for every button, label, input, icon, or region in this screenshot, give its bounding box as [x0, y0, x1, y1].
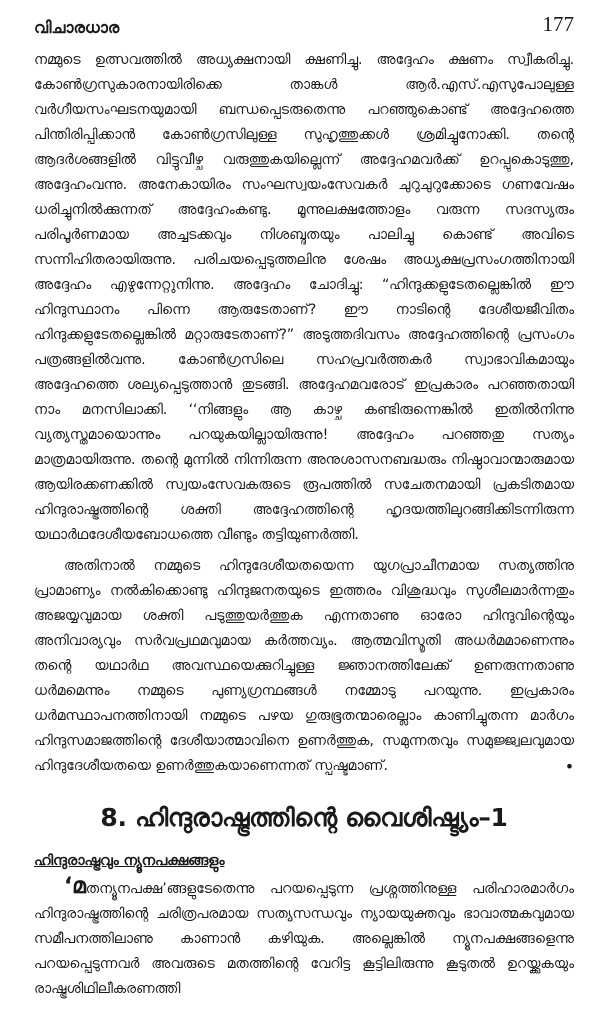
paragraph-2: [34, 554, 574, 779]
paragraph-2-text: അതിനാൽ നമ്മുടെ ഹിന്ദുദേശീയതയെന്ന യുഗപ്രാചീനമായ സത്യത്തിനു പ്രാമാണ്യം നൽകിക്കൊണ്ടു ഹിന്ദുജനതയുടെ ഇത്തരം വിശുദ്ധവും സുശീലമാർന്നതും അജയ്യവുമായ ശക്തി പടുത്തുയർത്തുക എന്നതാണു ഓരോ ഹിന്ദുവിന്റെയും അനിവാര്യവും സർവപ്രഥമവുമായ കർത്തവ്യം. ആത്മവിസ്മൃതി അധർമമാണെന്നും തന്റെ യഥാർഥ അവസ്ഥയെക്കുറിച്ചുള്ള ജ്ഞാനത്തിലേക്ക് ഉണരുന്നതാണു ധർമമെന്നും നമ്മുടെ പുണ്യഗ്രന്ഥങ്ങൾ നമ്മോടു പറയുന്നു. ഇപ്രകാരം ധർമസ്ഥാപനത്തിനായി നമ്മുടെ പഴയ ഗുരുഭൂതന്മാരെല്ലാം കാണിച്ചുതന്ന മാർഗം ഹിന്ദുസമാജത്തിന്റെ ദേശീയാത്മാവിനെ ഉണർത്തുക, സമുന്നതവും സമുജ്ജ്വലവുമായ ഹിന്ദുദേശീയതയെ ഉണർത്തുകയാണെന്നത് സ്പഷ്ടമാണ്.: [34, 558, 574, 774]
page-body: [34, 48, 574, 1002]
section-title: ഹിന്ദുരാഷ്ട്രവും ന്യൂനപക്ഷങ്ങളും: [34, 853, 225, 869]
paragraph-3-text: തന്യൂനപക്ഷ’ങ്ങളുടേതെന്നു പറയപ്പെടുന്ന പ്രശ്നത്തിനുള്ള പരിഹാരമാർഗം ഹിന്ദുരാഷ്ട്രത്തിന്റെ ചരിത്രപരമായ സത്യസന്ധവും ന്യായയുക്തവും ഭാവാത്മകവുമായ സമീപനത്തിലാണു കാണാൻ കഴിയുക. അല്ലെങ്കിൽ ന്യൂനപക്ഷങ്ങളെന്നു പറയപ്പെടുന്നവർ അവരുടെ മതത്തിന്റെ വേറിട്ട കൂട്ടിലിരുന്നു കൂടുതൽ ഉറയ്ക്കുകയും രാഷ്ട്രശിഥിലീകരണത്തി: [34, 881, 574, 997]
chapter-title: 8. ഹിന്ദുരാഷ്ട്രത്തിന്റെ വൈശിഷ്ട്യം–1: [100, 803, 508, 832]
page-number: 177: [542, 12, 574, 36]
running-head: വിചാരധാര: [34, 18, 120, 37]
paragraph-1: നമ്മുടെ ഉത്സവത്തിൽ അധ്യക്ഷനായി ക്ഷണിച്ചു. അദ്ദേഹം ക്ഷണം സ്വീകരിച്ചു. കോൺഗ്രസുകാരനായിരിക്കെ താങ്കൾ ആർ.എസ്.എസുപോലുള്ള വർഗീയസംഘടനയുമായി ബന്ധപ്പെടരുതെന്നു പറഞ്ഞുകൊണ്ട് അദ്ദേഹത്തെ പിന്തിരിപ്പിക്കാൻ കോൺഗ്രസിലുള്ള സുഹൃത്തുക്കൾ ശ്രമിച്ചുനോക്കി. തന്റെ ആദർശങ്ങളിൽ വിട്ടുവീഴ്ച വരുത്തുകയില്ലെന്ന് അദ്ദേഹമവർക്ക് ഉറപ്പുകൊടുത്തു, അദ്ദേഹംവന്നു. അനേകായിരം സംഘസ്വയംസേവകർ ചുറുചുറുക്കോടെ ഗണവേഷം ധരിച്ചുനിൽക്കുന്നത് അദ്ദേഹംകണ്ടു. മൂന്നുലക്ഷത്തോളം വരുന്ന സദസ്യരും പരിപൂർണമായ അച്ചടക്കവും നിശബ്ദതയും പാലിച്ചു കൊണ്ട് അവിടെ സന്നിഹിതരായിരുന്നു. പരിചയപ്പെടുത്തലിനു ശേഷം അധ്യക്ഷപ്രസംഗത്തിനായി അദ്ദേഹം എഴുന്നേറ്റുനിന്നു. അദ്ദേഹം ചോദിച്ചു: “ഹിന്ദുക്കളുടേതല്ലെങ്കിൽ ഈ ഹിന്ദുസ്ഥാനം പിന്നെ ആരുടേതാണ്? ഈ നാടിന്റെ ദേശീയജീവിതം ഹിന്ദുക്കളുടേതല്ലെങ്കിൽ മറ്റാരുടേതാണ്?” അടുത്തദിവസം അദ്ദേഹത്തിന്റെ പ്രസംഗം പത്രങ്ങളിൽവന്നു. കോൺഗ്രസിലെ സഹപ്രവർത്തകർ സ്വാഭാവികമായും അദ്ദേഹത്തെ ശല്യപ്പെടുത്താൻ തുടങ്ങി. അദ്ദേഹമവരോട് ഇപ്രകാരം പറഞ്ഞതായി നാം മനസിലാക്കി. ‘‘നിങ്ങളും ആ കാഴ്ച കണ്ടിരുന്നെങ്കിൽ ഇതിൽനിന്നു വ്യത്യസ്തമായൊന്നും പറയുകയില്ലായിരുന്നു! അദ്ദേഹം പറഞ്ഞതു സത്യം മാത്രമായിരുന്നു. തന്റെ മുന്നിൽ നിന്നിരുന്ന അനുശാസനബദ്ധരും നിഷ്ഠാവാന്മാരുമായ ആയിരക്കണക്കിൽ സ്വയംസേവകരുടെ രൂപത്തിൽ സചേതനമായി പ്രകടിതമായ ഹിന്ദുരാഷ്ട്രത്തിന്റെ ശക്തി അദ്ദേഹത്തിന്റെ ഹൃദയത്തിലുറങ്ങിക്കിടന്നിരുന്ന യഥാർഥദേശീയബോധത്തെ വീണ്ടും തട്ടിയുണർത്തി.: [34, 52, 574, 543]
paragraph-3-initial: ‘മ: [64, 874, 86, 899]
page-header: [34, 12, 574, 42]
end-of-section-bullet: •: [564, 757, 574, 776]
paragraph-3: [34, 874, 574, 1002]
